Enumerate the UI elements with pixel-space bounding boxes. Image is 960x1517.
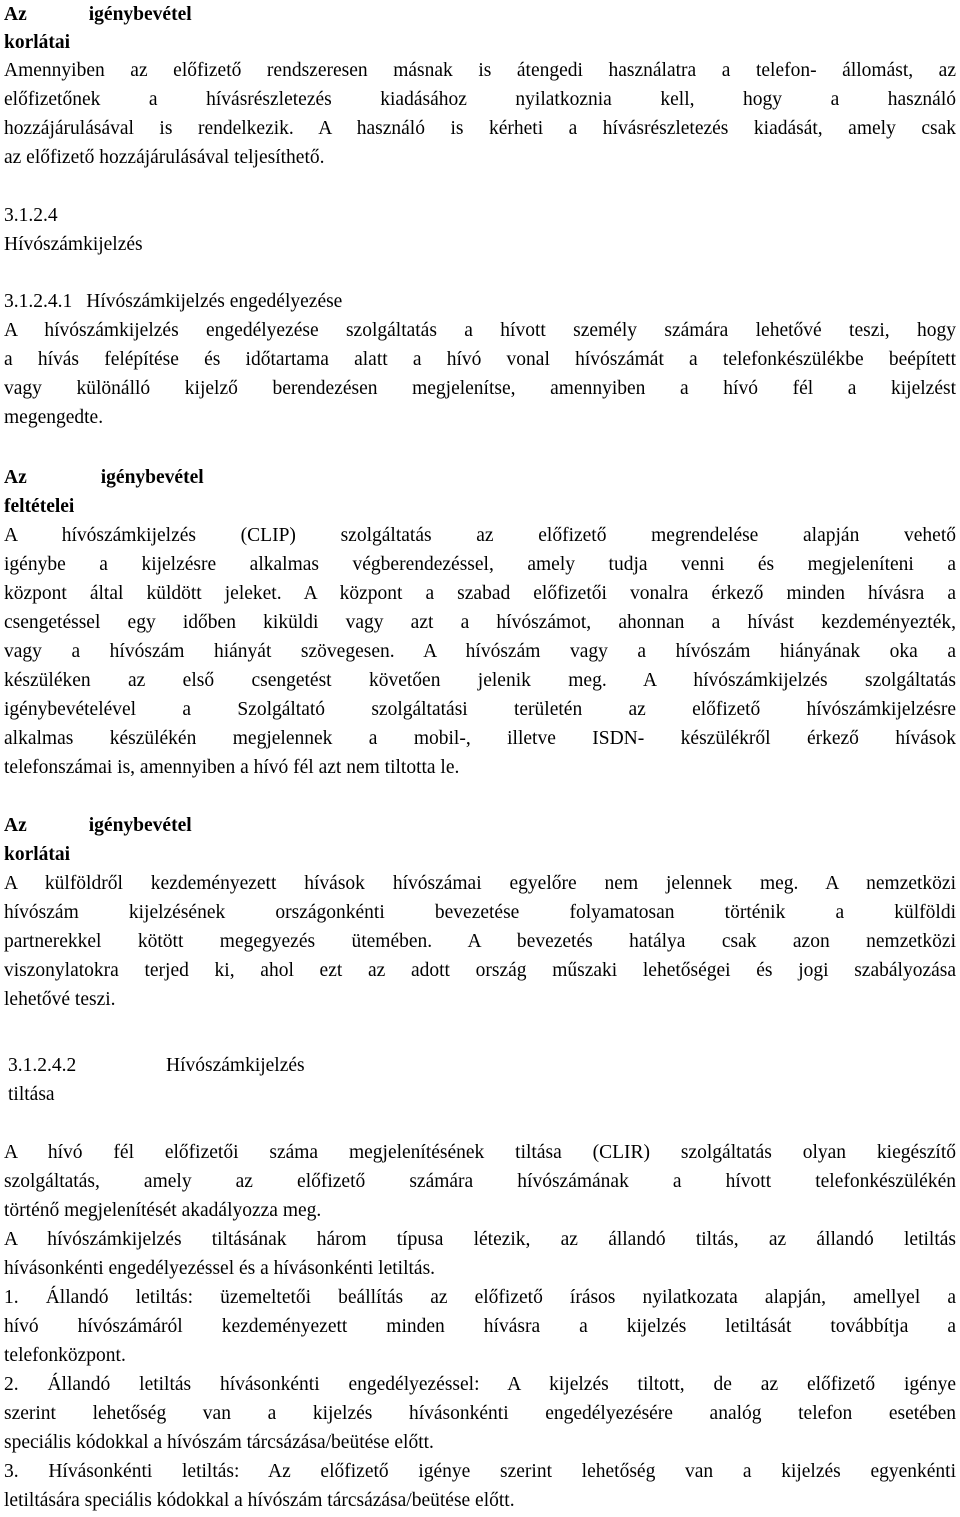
paragraph-line: A hívószámkijelzés (CLIP) szolgáltatás az előfizető megrendelése alapján vehető: [4, 525, 956, 546]
paragraph-line: a hívás felépítése és időtartama alatt a hívó vonal hívószámát a telefonkészülékbe beépített: [4, 349, 956, 370]
paragraph-line: vagy különálló kijelző berendezésen megjelenítse, amennyiben a hívó fél a kijelzést: [4, 378, 956, 399]
paragraph-line: viszonylatokra terjed ki, ahol ezt az adott ország műszaki lehetőségei és jogi szabályozása: [4, 960, 956, 981]
section-heading-cont: korlátai: [4, 32, 71, 53]
paragraph-line: szolgáltatás, amely az előfizető számára hívószámának a hívott telefonkészülékén: [4, 1171, 956, 1192]
paragraph-line: hívásonkénti engedélyezéssel és a hívásonkénti letiltás.: [4, 1258, 436, 1279]
list-item-line: 1. Állandó letiltás: üzemeltetői beállítás az előfizető írásos nyilatkozata alapján, amellyel a: [4, 1287, 956, 1308]
paragraph-line: hozzájárulásával is rendelkezik. A használó is kérheti a hívásrészletezés kiadását, amely csak: [4, 118, 956, 139]
paragraph-line: készüléken az első csengetést követően jelenik meg. A hívószámkijelzés szolgáltatás: [4, 670, 956, 691]
list-item-line: szerint lehetőség van a kijelzés hívásonkénti engedélyezésére analóg telefon esetében: [4, 1403, 956, 1424]
heading-word: igénybevétel: [100, 467, 204, 488]
list-item-line: 3. Hívásonkénti letiltás: Az előfizető igénye szerint lehetőség van a kijelzés egyenkénti: [4, 1461, 956, 1482]
subsection-number: 3.1.2.4.2: [8, 1055, 77, 1076]
paragraph-line: hívószám kijelzésének országonkénti bevezetése folyamatosan történik a külföldi: [4, 902, 956, 923]
list-item-line: telefonközpont.: [4, 1345, 126, 1366]
paragraph-line: A hívó fél előfizetői száma megjelenítésének tiltása (CLIR) szolgáltatás olyan kiegészítő: [4, 1142, 956, 1163]
paragraph-line: központ által küldött jeleket. A központ a szabad előfizetői vonalra érkező minden hívásra a: [4, 583, 956, 604]
paragraph-line: alkalmas készülékén megjelennek a mobil-, illetve ISDN- készülékről érkező hívások: [4, 728, 956, 749]
paragraph-line: partnerekkel kötött megegyezés ütemében. A bevezetés hatálya csak azon nemzetközi: [4, 931, 956, 952]
paragraph-line: csengetéssel egy időben kiküldi vagy azt a hívószámot, ahonnan a hívást kezdeményezték,: [4, 612, 956, 633]
paragraph-line: megengedte.: [4, 407, 104, 428]
subsection-title: Hívószámkijelzés engedélyezése: [86, 291, 343, 312]
paragraph-line: az előfizető hozzájárulásával teljesíthető.: [4, 147, 325, 168]
list-item-line: letiltására speciális kódokkal a hívószám tárcsázása/beütése előtt.: [4, 1490, 515, 1511]
section-title: Hívószámkijelzés: [4, 234, 143, 255]
section-heading: [4, 465, 204, 491]
section-number: 3.1.2.4: [4, 205, 58, 226]
list-item-line: 2. Állandó letiltás hívásonkénti engedélyezéssel: A kijelzés tiltott, de az előfizető igénye: [4, 1374, 956, 1395]
paragraph-line: telefonszámai is, amennyiben a hívó fél azt nem tiltotta le.: [4, 757, 460, 778]
section-heading-cont: korlátai: [4, 844, 71, 865]
paragraph-line: lehetővé teszi.: [4, 989, 116, 1010]
section-heading-cont: feltételei: [4, 496, 75, 517]
list-item-line: speciális kódokkal a hívószám tárcsázása/beütése előtt.: [4, 1432, 434, 1453]
paragraph-line: A hívószámkijelzés tiltásának három típusa létezik, az állandó tiltás, az állandó letiltás: [4, 1229, 956, 1250]
paragraph-line: vagy a hívószám hiányát szövegesen. A hívószám vagy a hívószám hiányának oka a: [4, 641, 956, 662]
paragraph-line: igénybe a kijelzésre alkalmas végberendezéssel, amely tudja venni és megjeleníteni a: [4, 554, 956, 575]
subsection-heading: [4, 289, 342, 315]
heading-word: Az: [4, 467, 27, 488]
section-heading: [4, 2, 192, 28]
subsection-title-cont: tiltása: [8, 1084, 55, 1105]
heading-word: igénybevétel: [88, 4, 192, 25]
subsection-title: Hívószámkijelzés: [166, 1055, 305, 1076]
subsection-number: 3.1.2.4.1: [4, 291, 73, 312]
heading-word: igénybevétel: [88, 815, 192, 836]
section-heading: [4, 813, 192, 839]
heading-word: Az: [4, 815, 27, 836]
heading-word: Az: [4, 4, 27, 25]
paragraph-line: történő megjelenítését akadályozza meg.: [4, 1200, 322, 1221]
paragraph-line: A hívószámkijelzés engedélyezése szolgáltatás a hívott személy számára lehetővé teszi, hogy: [4, 320, 956, 341]
list-item-line: hívó hívószámáról kezdeményezett minden hívásra a kijelzés letiltását továbbítja a: [4, 1316, 956, 1337]
paragraph-line: A külföldről kezdeményezett hívások hívószámai egyelőre nem jelennek meg. A nemzetközi: [4, 873, 956, 894]
paragraph-line: Amennyiben az előfizető rendszeresen másnak is átengedi használatra a telefon- állomást, az: [4, 60, 956, 81]
paragraph-line: előfizetőnek a hívásrészletezés kiadásához nyilatkoznia kell, hogy a használó: [4, 89, 956, 110]
paragraph-line: igénybevételével a Szolgáltató szolgáltatási területén az előfizető hívószámkijelzésre: [4, 699, 956, 720]
